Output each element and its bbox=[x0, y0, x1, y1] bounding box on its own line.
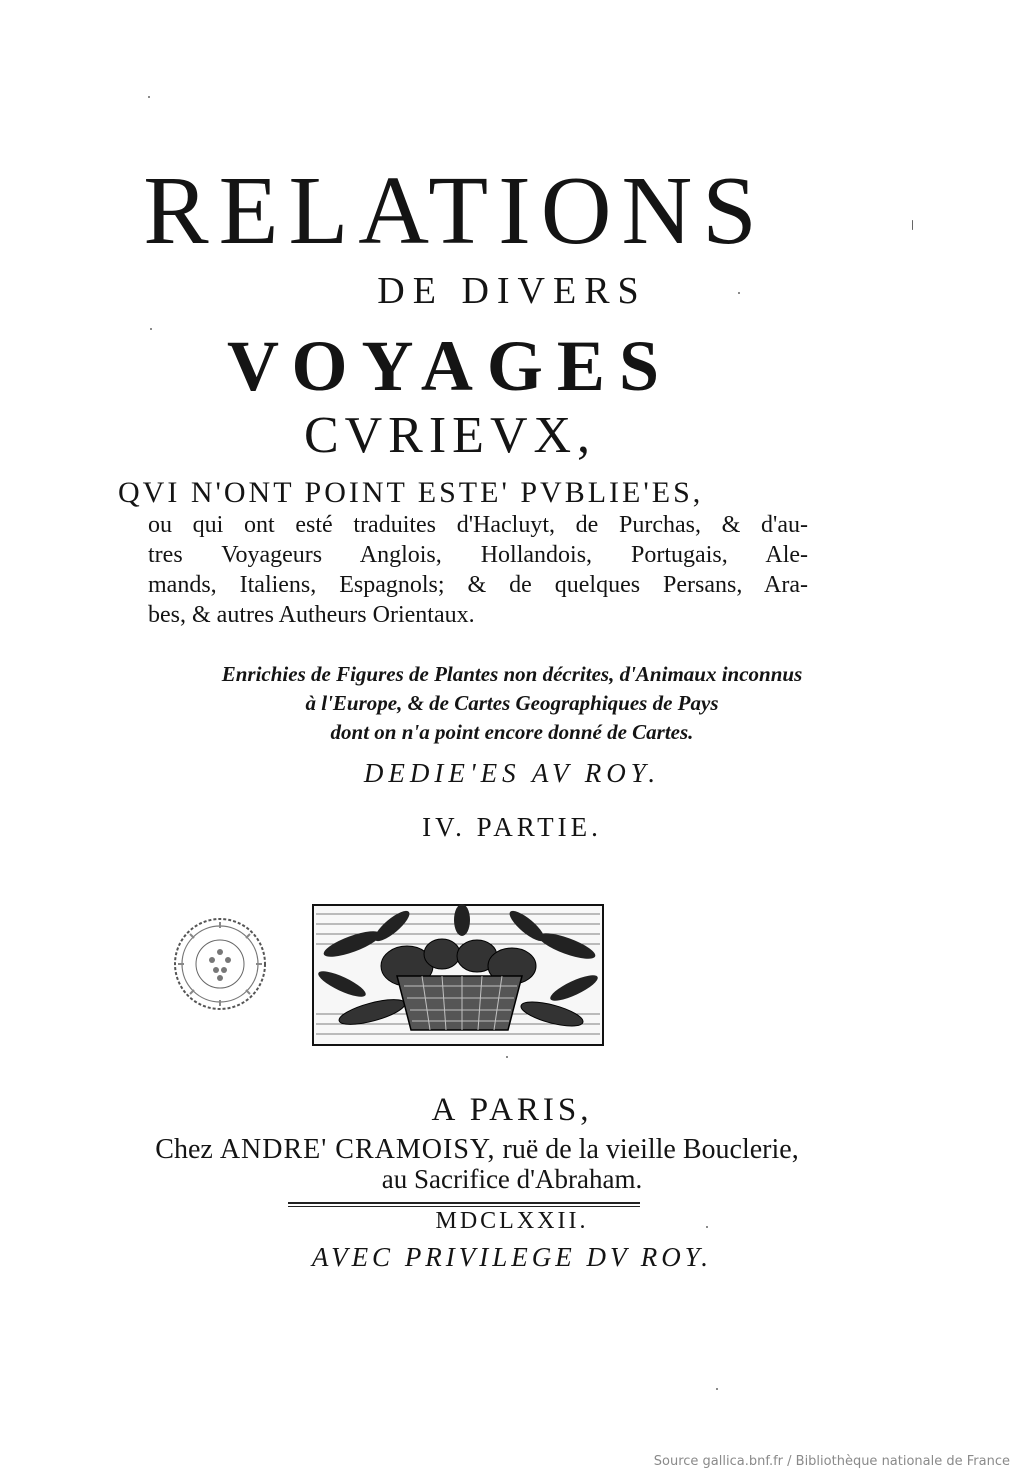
fruit-basket-ornament-icon bbox=[312, 904, 604, 1046]
imprint-printer-prefix: Chez bbox=[155, 1134, 213, 1165]
enrichies-line: dont on n'a point encore donné de Cartes. bbox=[330, 720, 694, 744]
scan-speck bbox=[706, 1226, 708, 1228]
imprint-city: A PARIS, bbox=[431, 1092, 593, 1128]
scan-speck bbox=[506, 1056, 508, 1058]
scan-speck bbox=[150, 328, 152, 330]
enrichies-line: à l'Europe, & de Cartes Geographiques de Pays bbox=[305, 691, 719, 715]
library-stamp-icon bbox=[172, 916, 268, 1012]
subtitle-qui-nont-point: QVI N'ONT POINT ESTE' PVBLIE'ES, bbox=[118, 476, 704, 509]
scan-speck bbox=[912, 220, 913, 230]
subtitle-curieux: CVRIEVX, bbox=[303, 407, 597, 464]
source-credit: Source gallica.bnf.fr / Bibliothèque nationale de France bbox=[646, 1451, 1024, 1478]
scan-speck bbox=[148, 96, 150, 98]
imprint-printer-address: ruë de la vieille Bouclerie, bbox=[502, 1134, 799, 1165]
dedication: DEDIE'ES AV ROY. bbox=[363, 758, 661, 788]
subtitle-de-divers: DE DIVERS bbox=[377, 270, 647, 312]
main-title: RELATIONS bbox=[143, 157, 767, 265]
description-line: tres Voyageurs Anglois, Hollandois, Portugais, Ale- bbox=[148, 542, 808, 568]
part-number: IV. PARTIE. bbox=[422, 812, 602, 842]
enrichies-paragraph bbox=[0, 660, 1024, 747]
imprint-date: MDCLXXII. bbox=[435, 1208, 589, 1234]
description-line: mands, Italiens, Espagnols; & de quelques Persans, Ara- bbox=[148, 572, 808, 598]
enrichies-line: Enrichies de Figures de Plantes non décrites, d'Animaux inconnus bbox=[221, 662, 803, 686]
imprint-printer-sign: au Sacrifice d'Abraham. bbox=[381, 1164, 643, 1194]
divider-rule bbox=[288, 1206, 640, 1207]
description-paragraph bbox=[148, 510, 808, 630]
description-line: bes, & autres Autheurs Orientaux. bbox=[148, 602, 475, 628]
subtitle-voyages: VOYAGES bbox=[226, 326, 673, 406]
imprint-privilege: AVEC PRIVILEGE DV ROY. bbox=[311, 1242, 713, 1272]
imprint-printer-name: ANDRE' CRAMOISY, bbox=[219, 1134, 496, 1165]
scan-speck bbox=[716, 1388, 718, 1390]
scan-speck bbox=[738, 292, 740, 294]
description-line: ou qui ont esté traduites d'Hacluyt, de Purchas, & d'au- bbox=[148, 512, 808, 538]
imprint-printer bbox=[132, 1134, 822, 1166]
divider-rule bbox=[288, 1202, 640, 1204]
